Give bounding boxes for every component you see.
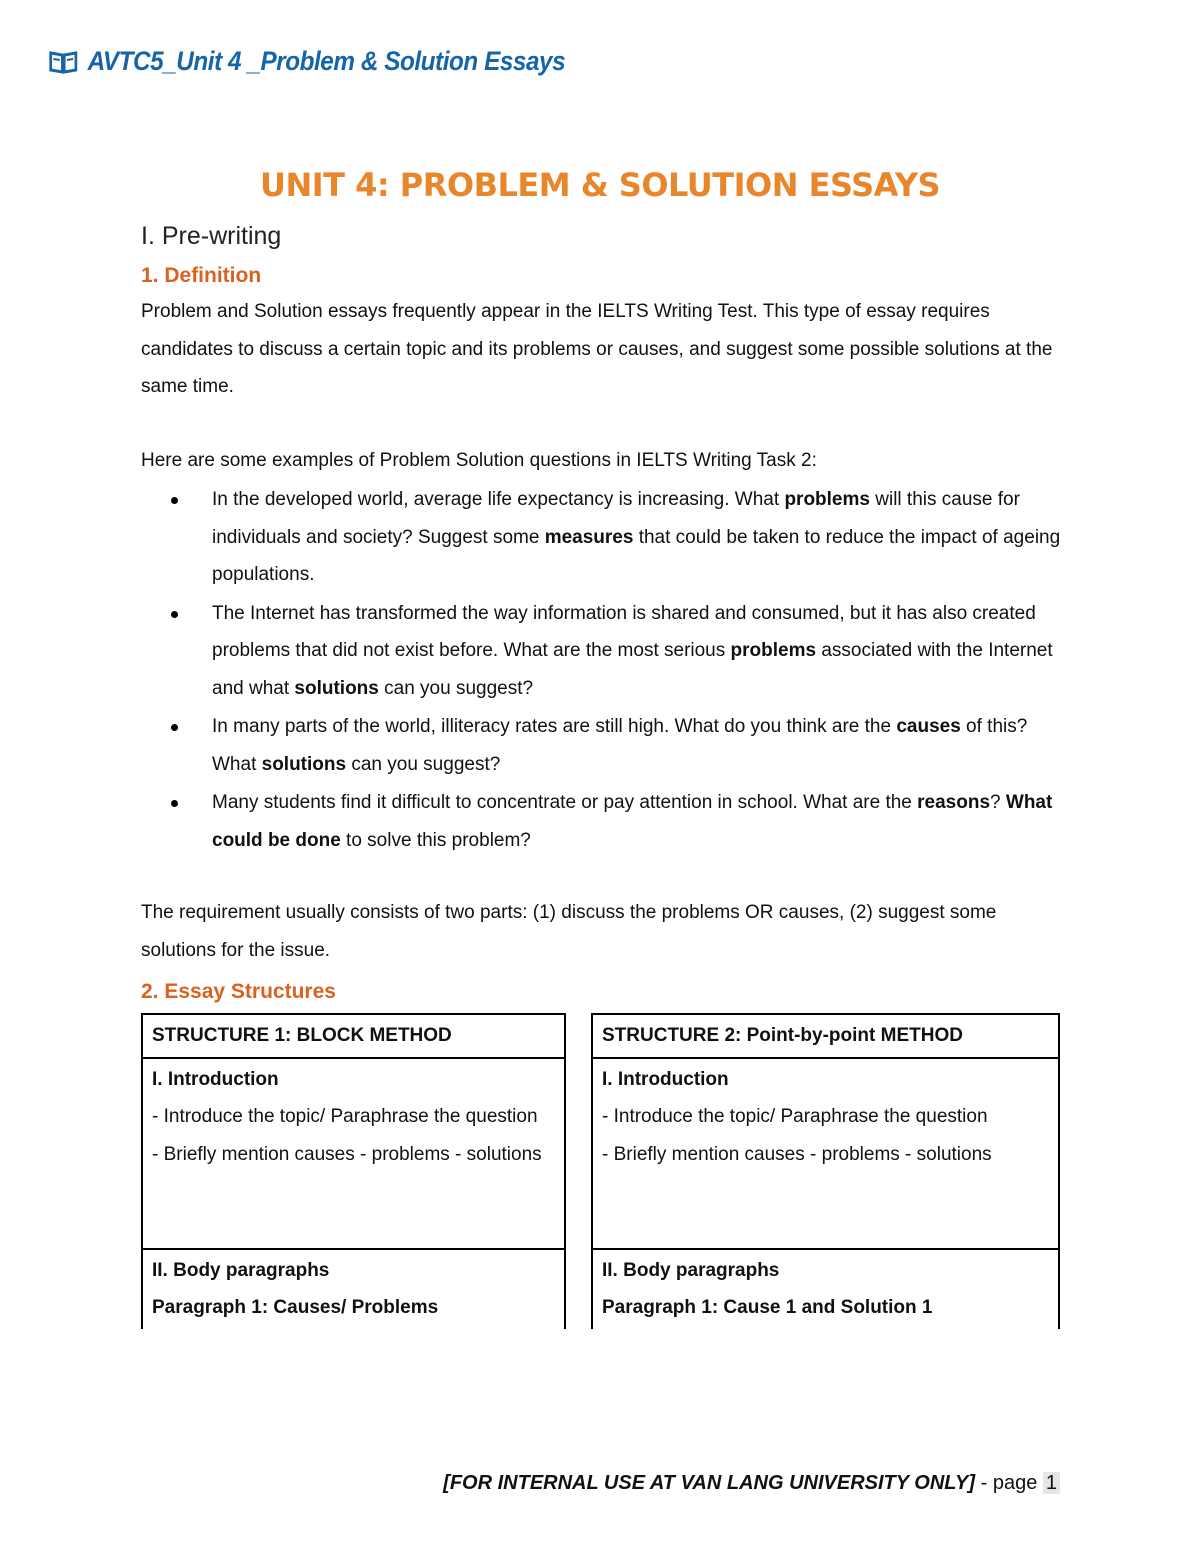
example-keyword: solutions [294,677,379,699]
example-text: can you suggest? [378,677,534,699]
example-keyword: problems [730,640,817,661]
example-text: The Internet has transformed the way information is shared and consumed, but it has also created problems that did not exist before. What are the most serious [212,602,1036,661]
paragraph-heading: Paragraph 1: Cause 1 and Solution 1 [602,1297,933,1318]
structure-block-intro [142,1058,565,1249]
intro-heading: I. Introduction [152,1068,279,1090]
structure-point-table [591,1013,1060,1329]
essay-structures-heading: 2. Essay Structures [141,980,336,1003]
example-text: of this? What [212,716,1028,775]
page-number: 1 [1043,1472,1060,1494]
example-text: In many parts of the world, illiteracy rates are still high. What do you think are the [212,716,897,737]
definition-text: Problem and Solution essays frequently appear in the IELTS Writing Test. This type of essay requires candidates to discuss a certain topic and its problems or causes, and suggest some possible solutions at the same time. [141,301,1053,397]
requirement-paragraph [141,894,1071,969]
body-heading: II. Body paragraphs [152,1259,330,1281]
example-text: Many students find it difficult to concentrate or pay attention in school. What are the [212,792,918,813]
examples-intro-text: Here are some examples of Problem Solution questions in IELTS Writing Task 2: [141,450,817,471]
intro-line: - Briefly mention causes - problems - solutions [152,1143,542,1165]
definition-paragraph [141,293,1071,406]
footer-page-label: - page [975,1472,1043,1494]
definition-heading: 1. Definition [141,264,262,287]
page-title: UNIT 4: PROBLEM & SOLUTION ESSAYS [259,166,941,204]
intro-line: - Briefly mention causes - problems - solutions [602,1143,992,1165]
body-heading: II. Body paragraphs [602,1259,780,1281]
example-text: In the developed world, average life expectancy is increasing. What [212,489,785,510]
list-item [141,481,1061,594]
paragraph-heading: Paragraph 1: Causes/ Problems [152,1297,439,1318]
footer-note: [FOR INTERNAL USE AT VAN LANG UNIVERSITY ONLY] [443,1472,976,1494]
header-title: AVTC5_Unit 4 _Problem & Solution Essays [87,46,566,76]
example-keyword: solutions [261,753,347,775]
bullet-icon [171,611,178,618]
example-text: that could be taken to reduce the impact of ageing populations. [212,526,1061,585]
section-heading-prewriting: I. Pre-writing [141,222,282,250]
structure-point-body [592,1249,1059,1329]
list-item [141,708,1061,783]
requirement-text: The requirement usually consists of two parts: (1) discuss the problems OR causes, (2) suggest some solutions for the issue. [141,902,997,961]
example-keyword: causes [896,716,961,737]
examples-list [141,481,1061,860]
structure-block-body [142,1249,565,1329]
structure-point-title: STRUCTURE 2: Point-by-point METHOD [592,1014,1059,1058]
list-item [141,595,1061,708]
book-icon [48,50,79,74]
bullet-icon [171,497,178,504]
document-header [48,46,565,77]
structure-point-intro [592,1058,1059,1249]
examples-intro [141,442,1071,480]
page-footer [443,1472,1060,1495]
structure-block-title: STRUCTURE 1: BLOCK METHOD [142,1014,565,1058]
example-text: associated with the Internet and what [212,640,1053,699]
intro-line: - Introduce the topic/ Paraphrase the question [602,1106,988,1127]
example-keyword: What could be done [212,792,1053,851]
intro-line: - Introduce the topic/ Paraphrase the question [152,1106,538,1127]
bullet-icon [171,800,178,807]
intro-heading: I. Introduction [602,1068,729,1090]
example-keyword: reasons [917,792,991,813]
example-text: to solve this problem? [340,829,531,851]
example-text: can you suggest? [346,753,501,775]
example-text: will this cause for individuals and society? Suggest some [212,489,1020,548]
example-keyword: measures [544,526,634,548]
example-text: ? [990,792,1006,813]
structure-block-table [141,1013,566,1329]
example-keyword: problems [784,489,870,510]
list-item [141,784,1061,859]
bullet-icon [171,724,178,731]
